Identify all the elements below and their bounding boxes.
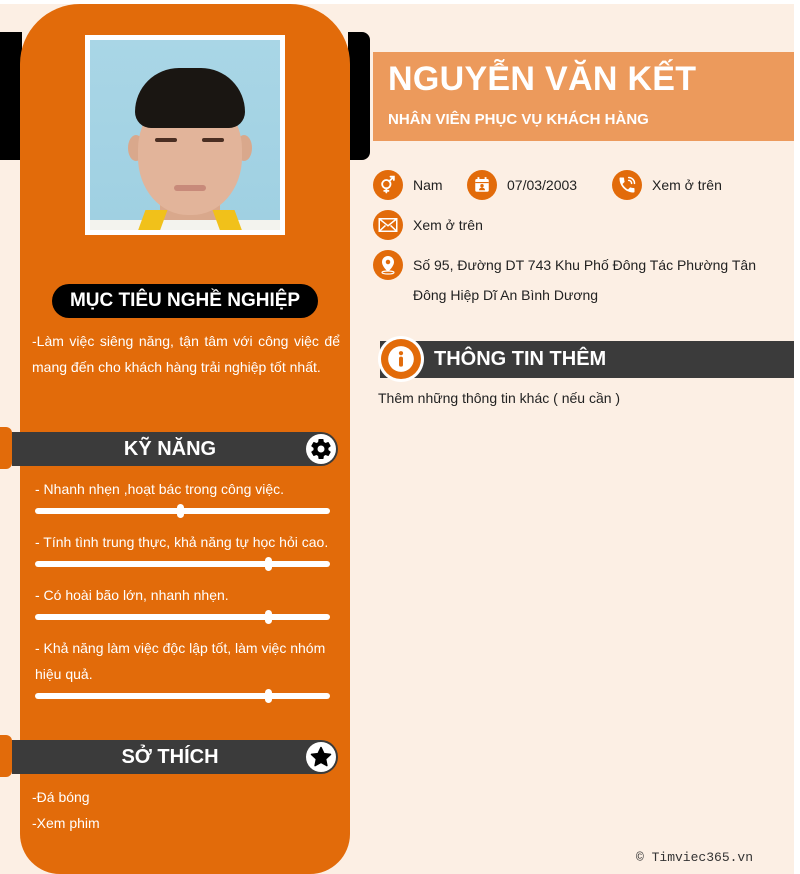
calendar-icon xyxy=(467,170,497,200)
mail-icon xyxy=(373,210,403,240)
skills-title: KỸ NĂNG xyxy=(123,438,217,460)
skill-level-knob xyxy=(265,610,272,624)
avatar-photo xyxy=(90,40,280,230)
footer-credit: © Timviec365.vn xyxy=(636,850,754,865)
phone-value: Xem ở trên xyxy=(652,177,722,193)
objective-text: -Làm việc siêng năng, tận tâm với công việc để mang đến cho khách hàng trải nghiệp tốt nhất. xyxy=(32,333,340,375)
gender-value: Nam xyxy=(413,177,443,193)
more-info-text: Thêm những thông tin khác ( nếu cần ) xyxy=(378,390,621,406)
skill-level-bar xyxy=(35,508,330,514)
hobby-item: -Đá bóng xyxy=(32,789,90,805)
hobbies-title: SỞ THÍCH xyxy=(121,746,219,768)
full-name: NGUYỄN VĂN KẾT xyxy=(388,60,697,98)
decor-bar-right xyxy=(348,32,370,160)
location-pin-icon xyxy=(373,250,403,280)
skill-level-bar xyxy=(35,693,330,699)
skill-item: - Tính tình trung thực, khả năng tự học hỏi cao. xyxy=(35,534,329,550)
address-line-1: Số 95, Đường DT 743 Khu Phố Đông Tác Phường Tân xyxy=(413,257,756,273)
email-value: Xem ở trên xyxy=(413,217,483,233)
decor-bar-left xyxy=(0,32,22,160)
hobby-item: -Xem phim xyxy=(32,815,100,831)
address-line-2: Đông Hiệp Dĩ An Bình Dương xyxy=(413,287,599,303)
skill-level-knob xyxy=(177,504,184,518)
skill-level-bar xyxy=(35,614,330,620)
gender-icon xyxy=(373,170,403,200)
avatar xyxy=(85,35,285,235)
skills-header xyxy=(12,432,338,466)
gear-icon xyxy=(306,434,336,464)
skill-level-knob xyxy=(265,689,272,703)
more-info-title: THÔNG TIN THÊM xyxy=(434,348,607,370)
skill-level-knob xyxy=(265,557,272,571)
skill-level-bar xyxy=(35,561,330,567)
phone-icon xyxy=(612,170,642,200)
skill-item: - Có hoài bão lớn, nhanh nhẹn. xyxy=(35,587,229,603)
job-position: NHÂN VIÊN PHỤC VỤ KHÁCH HÀNG xyxy=(388,111,649,128)
birthday-value: 07/03/2003 xyxy=(507,177,578,193)
info-icon xyxy=(378,336,424,382)
hobbies-header xyxy=(12,740,338,774)
more-info-header xyxy=(380,341,794,378)
skill-item: - Khả năng làm việc độc lập tốt, làm việc nhóm hiệu quả. xyxy=(35,640,326,682)
objective-title: MỤC TIÊU NGHỀ NGHIỆP xyxy=(52,284,318,318)
skill-item: - Nhanh nhẹn ,hoạt bác trong công việc. xyxy=(35,481,285,497)
star-icon xyxy=(306,742,336,772)
name-header xyxy=(373,52,794,141)
